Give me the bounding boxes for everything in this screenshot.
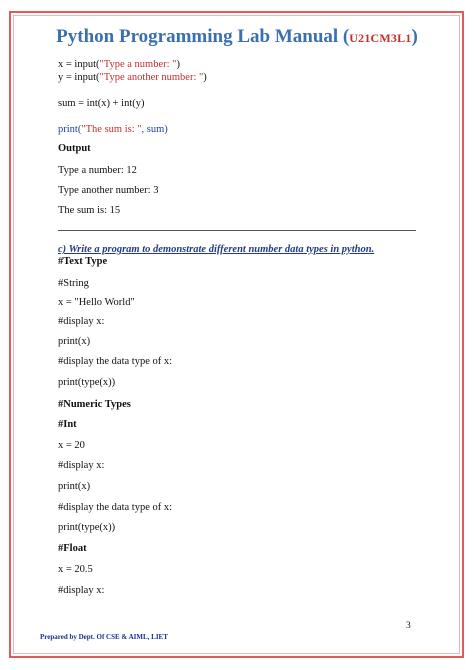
code-line: x = 20 [58, 440, 85, 451]
output-line: Type a number: 12 [58, 165, 137, 176]
task-heading: c) Write a program to demonstrate different number data types in python. [58, 244, 375, 255]
code-line: x = 20.5 [58, 564, 93, 575]
code-comment-heading: #Float [58, 543, 87, 554]
title-close: ) [411, 26, 418, 47]
code-line: #display x: [58, 316, 105, 327]
page-border-inner [13, 15, 460, 654]
code-line: x = "Hello World" [58, 297, 135, 308]
title-text: Python Programming Lab Manual ( [56, 26, 350, 47]
code-line: #String [58, 278, 89, 289]
code-line: #display x: [58, 585, 105, 596]
course-code: U21CM3L1 [349, 31, 412, 45]
code-comment-heading: #Numeric Types [58, 399, 131, 410]
code-comment-heading: #Text Type [58, 256, 108, 267]
code-line: print(type(x)) [58, 377, 116, 388]
section-divider [58, 230, 416, 231]
code-comment-heading: #Int [58, 419, 77, 430]
output-line: Type another number: 3 [58, 185, 159, 196]
code-line-sum: sum = int(x) + int(y) [58, 98, 145, 109]
code-line: #display the data type of x: [58, 356, 173, 367]
code-line: #display x: [58, 460, 105, 471]
code-line: #display the data type of x: [58, 502, 173, 513]
code-line-input-y: y = input("Type another number: ") [58, 72, 207, 83]
code-line-input-x: x = input("Type a number: ") [58, 59, 180, 70]
output-heading: Output [58, 143, 91, 154]
output-line: The sum is: 15 [58, 205, 121, 216]
code-line-print: print("The sum is: ", sum) [58, 124, 168, 135]
code-line: print(x) [58, 481, 91, 492]
footer-text: Prepared by Dept. Of CSE & AIML, LIET [40, 633, 168, 641]
page-title [0, 26, 474, 48]
code-line: print(type(x)) [58, 522, 116, 533]
page-number: 3 [406, 621, 411, 631]
code-line: print(x) [58, 336, 91, 347]
